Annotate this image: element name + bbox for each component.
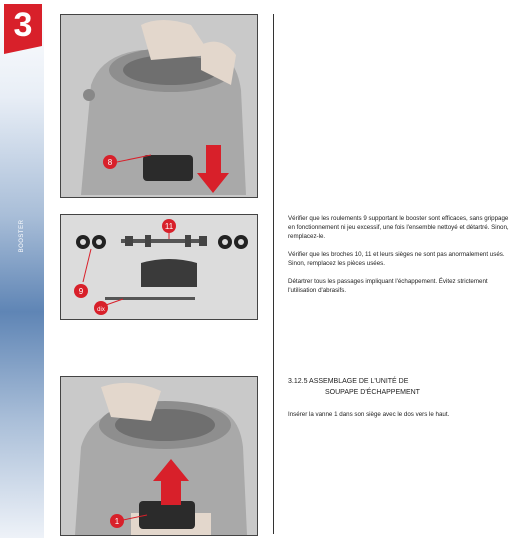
chapter-number-badge: 3 — [4, 4, 42, 46]
figure-cylinder-disassembly — [60, 14, 258, 198]
paragraph-descaling: Détartrer tous les passages impliquant l'échappement. Évitez strictement l'utilisation d'abrasifs. — [288, 278, 488, 294]
column-divider — [273, 14, 274, 534]
callout-label-1: 1 — [114, 517, 120, 526]
section-heading-line2: SOUPAPE D'ÉCHAPPEMENT — [325, 389, 420, 396]
paragraph-pins: Vérifier que les broches 10, 11 et leurs sièges ne sont pas anormalement usés. Sinon, remplacez les pièces usées. — [288, 251, 505, 267]
chapter-sidebar — [0, 0, 44, 538]
assembly-instructions — [288, 410, 510, 419]
callout-label-dix: dix — [97, 307, 105, 313]
callout-label-8: 8 — [107, 158, 113, 167]
figure-valve-insertion — [60, 376, 258, 536]
paragraph-insert-valve: Insérer la vanne 1 dans son siège avec le dos vers le haut. — [288, 411, 450, 418]
callout-label-9: 9 — [78, 287, 84, 296]
inspection-instructions — [288, 214, 510, 295]
figure-booster-parts — [60, 214, 258, 320]
section-heading — [288, 376, 420, 398]
callout-label-11: 11 — [164, 222, 174, 231]
sidebar-section-label: BOOSTER — [19, 219, 25, 253]
section-heading-line1: 3.12.5 ASSEMBLAGE DE L'UNITÉ DE — [288, 378, 409, 385]
paragraph-bearings: Vérifier que les roulements 9 supportant le booster sont efficaces, sans grippage en fonctionnement ni jeu excessif, une fois l'ensemble nettoyé et détartré. Sinon, remplacez-le. — [288, 215, 509, 240]
